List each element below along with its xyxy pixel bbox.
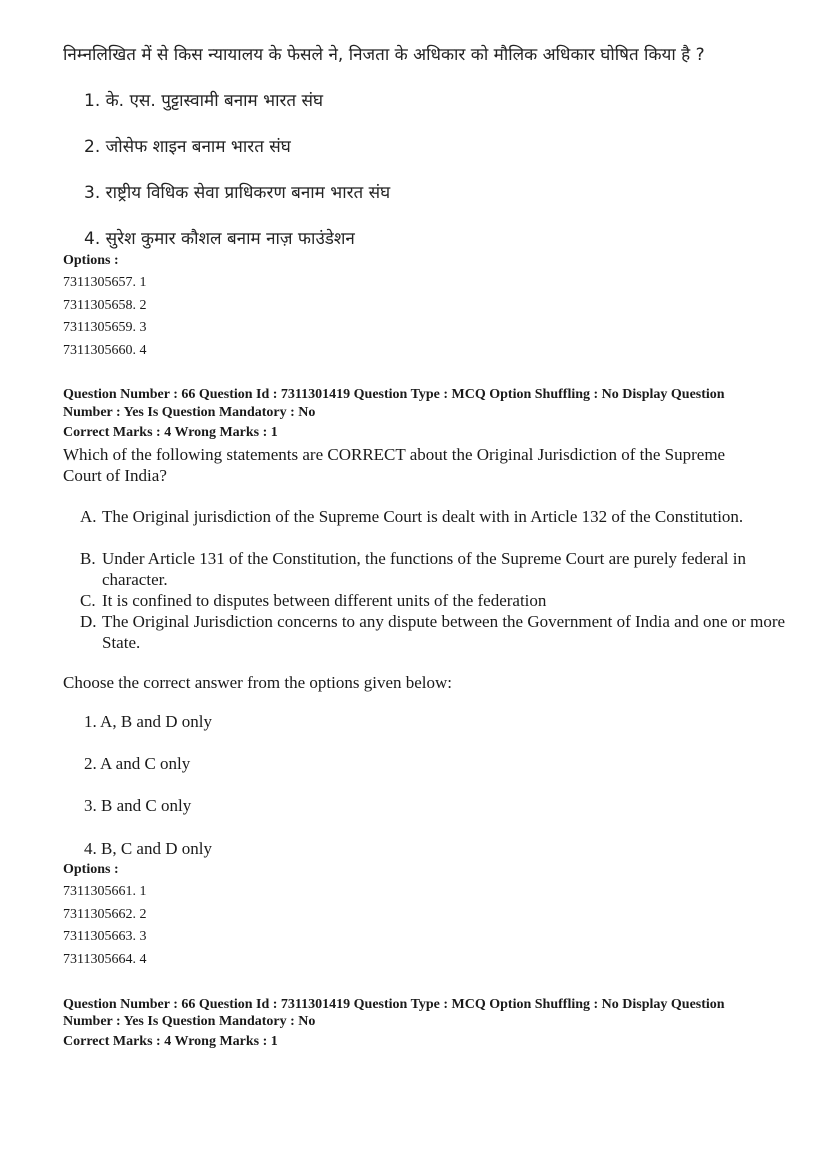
statement-text: The Original jurisdiction of the Supreme Court is dealt with in Article 132 of the Constitution. (102, 507, 744, 526)
statement-d (80, 611, 790, 653)
option-id-1: 7311305657. 1 (63, 275, 147, 290)
question-text-line1: Which of the following statements are CORRECT about the Original Jurisdiction of the Supreme (63, 445, 726, 464)
answer-option-2: 2. जोसेफ शाइन बनाम भारत संघ (84, 137, 291, 157)
question-text-line2: Court of India? (63, 466, 167, 485)
option-id-1: 7311305661. 1 (63, 884, 147, 899)
statement-letter: D. (80, 612, 97, 631)
answer-option-1: 1. के. एस. पुट्टास्वामी बनाम भारत संघ (84, 91, 324, 111)
option-id-2: 7311305662. 2 (63, 907, 147, 922)
question-marks: Correct Marks : 4 Wrong Marks : 1 (63, 1034, 278, 1049)
statement-letter: B. (80, 549, 96, 568)
question-meta-line2: Number : Yes Is Question Mandatory : No (63, 1014, 316, 1029)
question-meta-line1: Question Number : 66 Question Id : 7311301419 Question Type : MCQ Option Shuffling : No Display Question (63, 997, 725, 1012)
statement-text: It is confined to disputes between different units of the federation (102, 591, 547, 610)
statement-letter: A. (80, 507, 97, 526)
option-id-3: 7311305663. 3 (63, 929, 147, 944)
statement-text: Under Article 131 of the Constitution, the functions of the Supreme Court are purely federal in character. (102, 549, 746, 589)
option-id-3: 7311305659. 3 (63, 320, 147, 335)
answer-option-4: 4. B, C and D only (84, 839, 212, 858)
answer-option-3: 3. B and C only (84, 796, 192, 815)
statement-letter: C. (80, 591, 96, 610)
answer-option-3: 3. राष्ट्रीय विधिक सेवा प्राधिकरण बनाम भारत संघ (84, 183, 391, 203)
options-label: Options : (63, 862, 119, 877)
statement-a (80, 506, 790, 527)
statement-b (80, 548, 790, 590)
choose-instruction: Choose the correct answer from the options given below: (63, 673, 453, 692)
option-id-4: 7311305660. 4 (63, 343, 147, 358)
question-meta-line2: Number : Yes Is Question Mandatory : No (63, 405, 316, 420)
option-id-2: 7311305658. 2 (63, 298, 147, 313)
question-marks: Correct Marks : 4 Wrong Marks : 1 (63, 425, 278, 440)
question-text-hindi: निम्नलिखित में से किस न्यायालय के फेसले ने, निजता के अधिकार को मौलिक अधिकार घोषित किया है ? (63, 45, 705, 65)
statement-text: The Original Jurisdiction concerns to any dispute between the Government of India and one or more State. (102, 612, 786, 652)
question-meta-line1: Question Number : 66 Question Id : 7311301419 Question Type : MCQ Option Shuffling : No Display Question (63, 387, 725, 402)
options-label: Options : (63, 253, 119, 268)
option-id-4: 7311305664. 4 (63, 952, 147, 967)
answer-option-2: 2. A and C only (84, 754, 191, 773)
statement-c (80, 590, 790, 611)
answer-option-1: 1. A, B and D only (84, 712, 212, 731)
answer-option-4: 4. सुरेश कुमार कौशल बनाम नाज़ फाउंडेशन (84, 229, 355, 249)
